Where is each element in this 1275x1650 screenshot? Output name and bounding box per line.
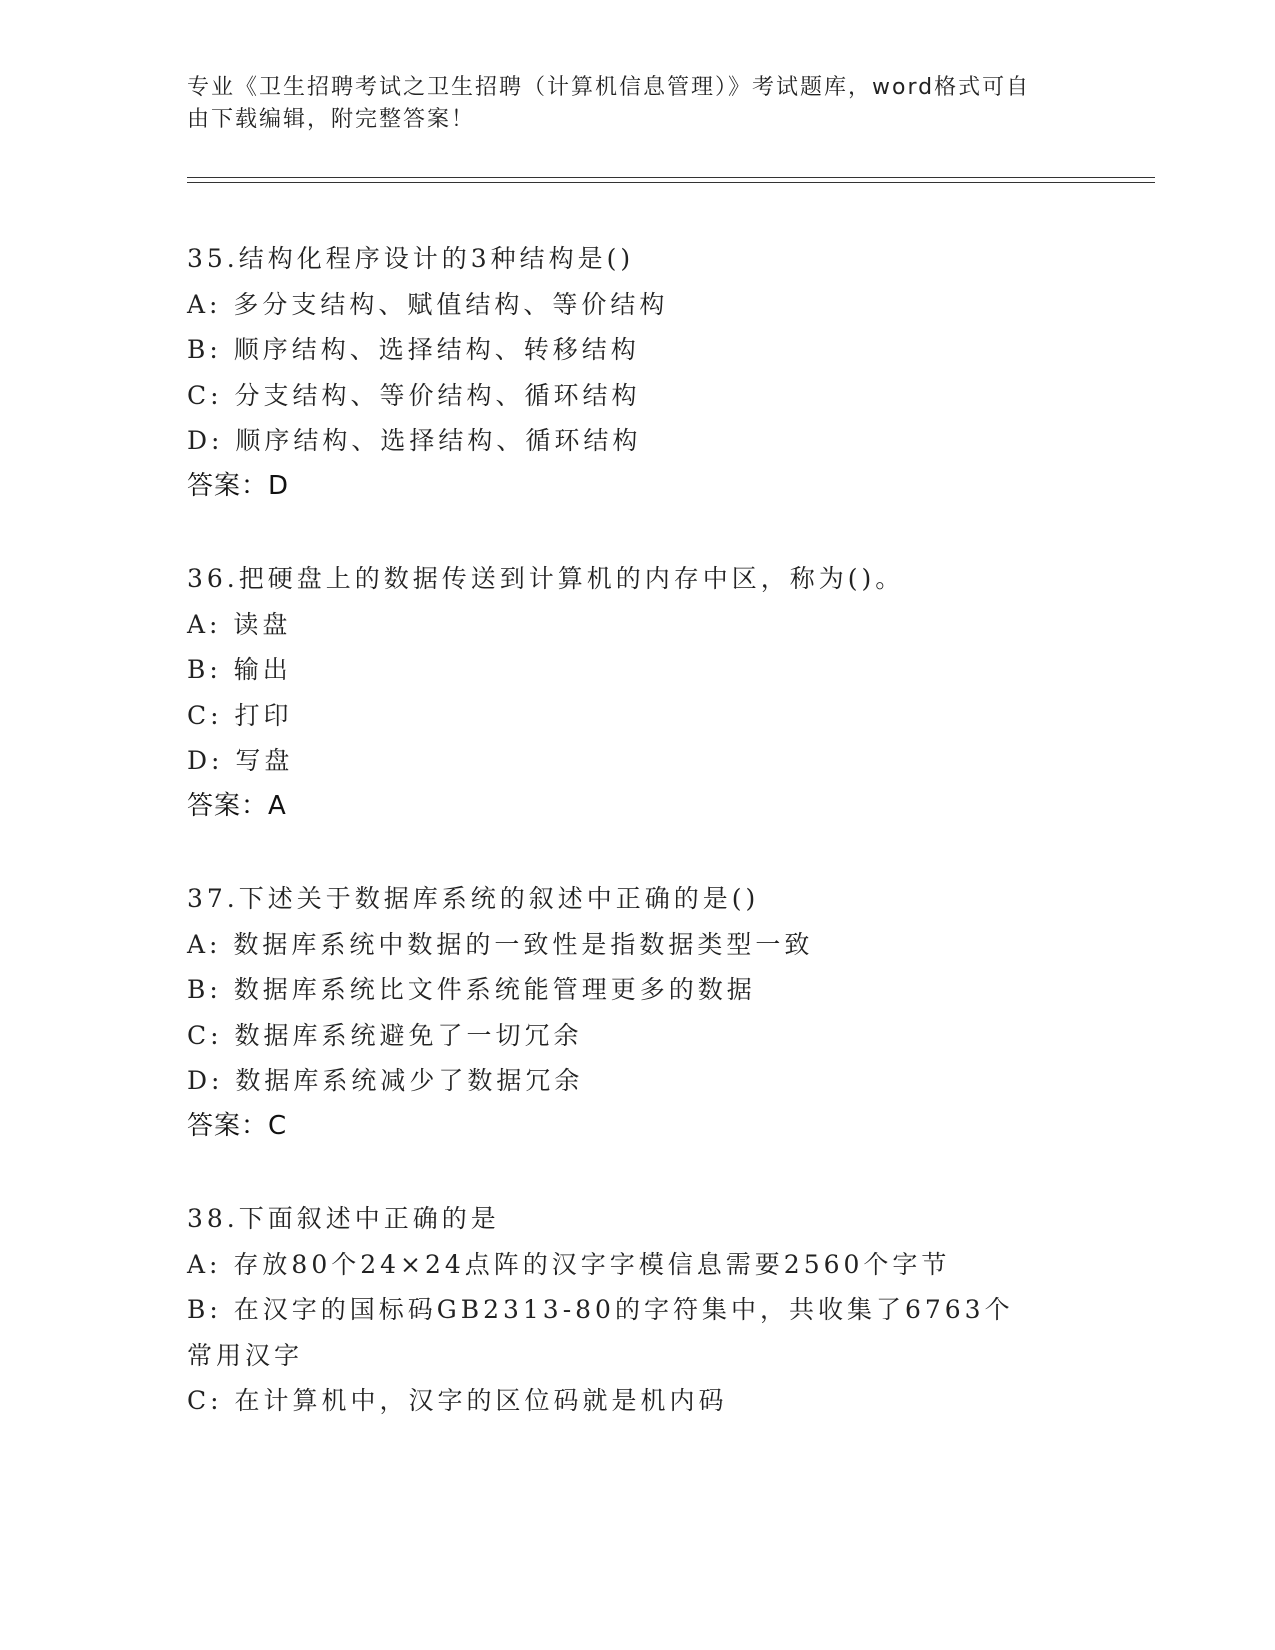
option-c: C: 分支结构、等价结构、循环结构 (187, 380, 641, 410)
question-stem: 35.结构化程序设计的3种结构是() (187, 244, 635, 273)
option-a: A: 数据库系统中数据的一致性是指数据类型一致 (187, 929, 814, 959)
option-c: C: 打印 (187, 700, 293, 730)
header-divider-top (187, 177, 1155, 178)
option-b: B: 输出 (187, 655, 292, 684)
question-stem: 38.下面叙述中正确的是 (187, 1204, 500, 1233)
question-stem: 37.下述关于数据库系统的叙述中正确的是() (187, 884, 760, 913)
option-a: A: 读盘 (187, 609, 292, 639)
header-title-line-1: 专业《卫生招聘考试之卫生招聘（计算机信息管理）》考试题库，word格式可自 (187, 75, 1031, 100)
option-c: C: 在计算机中，汉字的区位码就是机内码 (187, 1386, 728, 1415)
document-header (187, 72, 1067, 136)
question-38 (187, 1196, 1087, 1424)
option-a: A: 多分支结构、赋值结构、等价结构 (187, 289, 669, 319)
option-d: D: 数据库系统减少了数据冗余 (187, 1066, 584, 1095)
option-d: D: 顺序结构、选择结构、循环结构 (187, 426, 642, 455)
option-b: B: 数据库系统比文件系统能管理更多的数据 (187, 975, 756, 1004)
question-35 (187, 236, 1087, 509)
answer-label: 答案：D (187, 470, 290, 501)
answer-label: 答案：C (187, 1110, 288, 1141)
answer-label: 答案：A (187, 790, 287, 821)
option-b: B: 在汉字的国标码GB2313-80的字符集中，共收集了6763个常用汉字 (187, 1295, 1014, 1370)
question-37 (187, 876, 1087, 1149)
header-title-line-2: 由下载编辑，附完整答案！ (187, 107, 476, 132)
header-divider-bottom (187, 182, 1155, 183)
option-a: A: 存放80个24×24点阵的汉字字模信息需要2560个字节 (187, 1249, 951, 1279)
question-stem: 36.把硬盘上的数据传送到计算机的内存中区，称为()。 (187, 564, 905, 593)
option-d: D: 写盘 (187, 746, 294, 775)
question-36 (187, 556, 1087, 829)
question-list (187, 236, 1087, 1471)
option-c: C: 数据库系统避免了一切冗余 (187, 1020, 583, 1050)
option-b: B: 顺序结构、选择结构、转移结构 (187, 335, 640, 364)
